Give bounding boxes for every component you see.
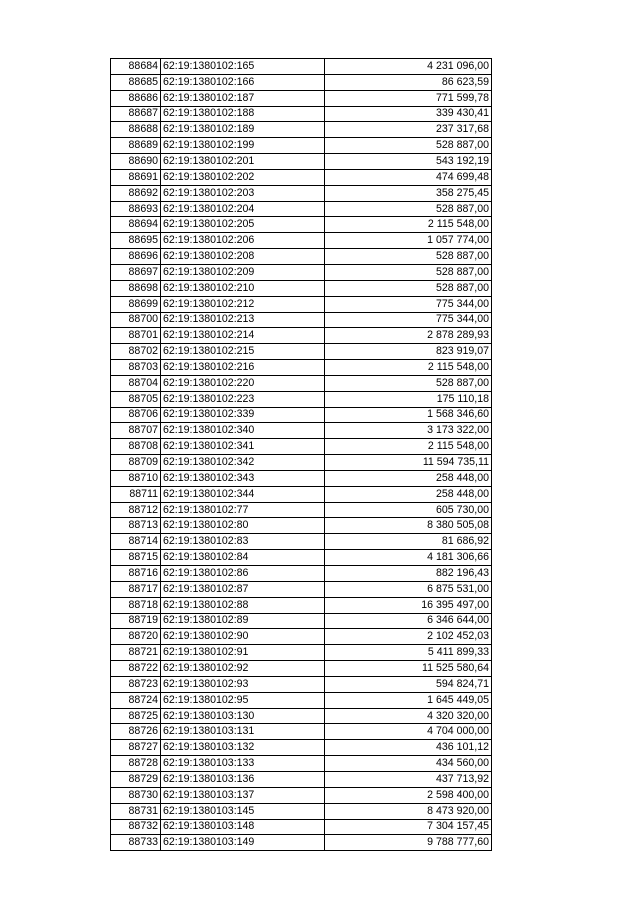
cadastral-number-cell: 62:19:1380102:223 xyxy=(161,391,325,407)
cadastral-number-cell: 62:19:1380102:93 xyxy=(161,676,325,692)
row-number-cell: 88733 xyxy=(111,835,161,851)
row-number-cell: 88718 xyxy=(111,597,161,613)
row-number-cell: 88708 xyxy=(111,439,161,455)
cadastral-value-cell: 2 115 548,00 xyxy=(325,439,492,455)
cadastral-number-cell: 62:19:1380102:165 xyxy=(161,59,325,75)
cadastral-value-cell: 237 317,68 xyxy=(325,122,492,138)
cadastral-value-cell: 2 115 548,00 xyxy=(325,360,492,376)
cadastral-number-cell: 62:19:1380103:145 xyxy=(161,803,325,819)
row-number-cell: 88716 xyxy=(111,566,161,582)
cadastral-number-cell: 62:19:1380102:199 xyxy=(161,138,325,154)
cadastral-number-cell: 62:19:1380102:341 xyxy=(161,439,325,455)
cadastral-number-cell: 62:19:1380102:89 xyxy=(161,613,325,629)
cadastral-value-cell: 605 730,00 xyxy=(325,502,492,518)
table-row xyxy=(111,629,492,645)
cadastral-value-cell: 4 181 306,66 xyxy=(325,550,492,566)
cadastral-number-cell: 62:19:1380102:189 xyxy=(161,122,325,138)
cadastral-number-cell: 62:19:1380102:187 xyxy=(161,90,325,106)
row-number-cell: 88730 xyxy=(111,787,161,803)
cadastral-number-cell: 62:19:1380102:87 xyxy=(161,581,325,597)
cadastral-value-cell: 3 173 322,00 xyxy=(325,423,492,439)
row-number-cell: 88709 xyxy=(111,455,161,471)
row-number-cell: 88707 xyxy=(111,423,161,439)
cadastral-number-cell: 62:19:1380102:88 xyxy=(161,597,325,613)
table-row xyxy=(111,661,492,677)
row-number-cell: 88721 xyxy=(111,645,161,661)
table-body xyxy=(111,59,492,851)
cadastral-value-cell: 11 525 580,64 xyxy=(325,661,492,677)
row-number-cell: 88713 xyxy=(111,518,161,534)
table-row xyxy=(111,613,492,629)
row-number-cell: 88695 xyxy=(111,233,161,249)
row-number-cell: 88685 xyxy=(111,74,161,90)
cadastral-value-table xyxy=(110,58,492,851)
cadastral-value-cell: 775 344,00 xyxy=(325,296,492,312)
cadastral-number-cell: 62:19:1380102:339 xyxy=(161,407,325,423)
cadastral-number-cell: 62:19:1380102:203 xyxy=(161,185,325,201)
cadastral-value-cell: 4 320 320,00 xyxy=(325,708,492,724)
cadastral-number-cell: 62:19:1380102:77 xyxy=(161,502,325,518)
table-row xyxy=(111,771,492,787)
table-row xyxy=(111,740,492,756)
cadastral-number-cell: 62:19:1380102:86 xyxy=(161,566,325,582)
table-row xyxy=(111,59,492,75)
row-number-cell: 88699 xyxy=(111,296,161,312)
row-number-cell: 88703 xyxy=(111,360,161,376)
row-number-cell: 88717 xyxy=(111,581,161,597)
cadastral-number-cell: 62:19:1380102:92 xyxy=(161,661,325,677)
cadastral-number-cell: 62:19:1380102:205 xyxy=(161,217,325,233)
cadastral-number-cell: 62:19:1380102:90 xyxy=(161,629,325,645)
cadastral-number-cell: 62:19:1380102:340 xyxy=(161,423,325,439)
cadastral-value-cell: 4 704 000,00 xyxy=(325,724,492,740)
table-row xyxy=(111,787,492,803)
cadastral-number-cell: 62:19:1380102:210 xyxy=(161,280,325,296)
table-row xyxy=(111,502,492,518)
row-number-cell: 88694 xyxy=(111,217,161,233)
row-number-cell: 88705 xyxy=(111,391,161,407)
table-row xyxy=(111,312,492,328)
cadastral-value-cell: 437 713,92 xyxy=(325,771,492,787)
row-number-cell: 88698 xyxy=(111,280,161,296)
row-number-cell: 88691 xyxy=(111,169,161,185)
row-number-cell: 88722 xyxy=(111,661,161,677)
table-row xyxy=(111,296,492,312)
cadastral-number-cell: 62:19:1380103:136 xyxy=(161,771,325,787)
cadastral-number-cell: 62:19:1380103:149 xyxy=(161,835,325,851)
cadastral-value-cell: 771 599,78 xyxy=(325,90,492,106)
cadastral-value-cell: 6 875 531,00 xyxy=(325,581,492,597)
cadastral-number-cell: 62:19:1380103:148 xyxy=(161,819,325,835)
row-number-cell: 88726 xyxy=(111,724,161,740)
cadastral-number-cell: 62:19:1380102:213 xyxy=(161,312,325,328)
table-row xyxy=(111,835,492,851)
table-row xyxy=(111,122,492,138)
cadastral-number-cell: 62:19:1380102:215 xyxy=(161,344,325,360)
cadastral-number-cell: 62:19:1380103:131 xyxy=(161,724,325,740)
table-row xyxy=(111,534,492,550)
table-row xyxy=(111,756,492,772)
cadastral-value-cell: 594 824,71 xyxy=(325,676,492,692)
cadastral-value-cell: 882 196,43 xyxy=(325,566,492,582)
cadastral-value-cell: 1 057 774,00 xyxy=(325,233,492,249)
cadastral-value-cell: 6 346 644,00 xyxy=(325,613,492,629)
cadastral-number-cell: 62:19:1380102:343 xyxy=(161,470,325,486)
cadastral-number-cell: 62:19:1380102:216 xyxy=(161,360,325,376)
table-row xyxy=(111,138,492,154)
cadastral-number-cell: 62:19:1380103:132 xyxy=(161,740,325,756)
table-row xyxy=(111,407,492,423)
row-number-cell: 88719 xyxy=(111,613,161,629)
row-number-cell: 88728 xyxy=(111,756,161,772)
table-row xyxy=(111,169,492,185)
cadastral-value-cell: 8 473 920,00 xyxy=(325,803,492,819)
table-row xyxy=(111,803,492,819)
cadastral-number-cell: 62:19:1380102:201 xyxy=(161,154,325,170)
cadastral-number-cell: 62:19:1380102:214 xyxy=(161,328,325,344)
table-row xyxy=(111,597,492,613)
table-row xyxy=(111,74,492,90)
cadastral-value-cell: 474 699,48 xyxy=(325,169,492,185)
table-row xyxy=(111,455,492,471)
table-row xyxy=(111,692,492,708)
table-row xyxy=(111,344,492,360)
cadastral-value-cell: 258 448,00 xyxy=(325,486,492,502)
cadastral-value-cell: 5 411 899,33 xyxy=(325,645,492,661)
row-number-cell: 88711 xyxy=(111,486,161,502)
row-number-cell: 88731 xyxy=(111,803,161,819)
row-number-cell: 88710 xyxy=(111,470,161,486)
row-number-cell: 88704 xyxy=(111,375,161,391)
table-row xyxy=(111,233,492,249)
table-row xyxy=(111,328,492,344)
cadastral-value-cell: 528 887,00 xyxy=(325,280,492,296)
cadastral-number-cell: 62:19:1380102:91 xyxy=(161,645,325,661)
row-number-cell: 88732 xyxy=(111,819,161,835)
row-number-cell: 88696 xyxy=(111,249,161,265)
cadastral-value-cell: 775 344,00 xyxy=(325,312,492,328)
table-row xyxy=(111,518,492,534)
cadastral-value-cell: 8 380 505,08 xyxy=(325,518,492,534)
cadastral-value-cell: 11 594 735,11 xyxy=(325,455,492,471)
cadastral-number-cell: 62:19:1380103:130 xyxy=(161,708,325,724)
table-row xyxy=(111,486,492,502)
row-number-cell: 88702 xyxy=(111,344,161,360)
cadastral-value-cell: 7 304 157,45 xyxy=(325,819,492,835)
cadastral-number-cell: 62:19:1380102:166 xyxy=(161,74,325,90)
table-row xyxy=(111,185,492,201)
cadastral-value-cell: 175 110,18 xyxy=(325,391,492,407)
table-row xyxy=(111,375,492,391)
cadastral-number-cell: 62:19:1380102:204 xyxy=(161,201,325,217)
table-row xyxy=(111,423,492,439)
table-row xyxy=(111,391,492,407)
cadastral-number-cell: 62:19:1380102:208 xyxy=(161,249,325,265)
table-row xyxy=(111,280,492,296)
cadastral-number-cell: 62:19:1380102:83 xyxy=(161,534,325,550)
cadastral-value-cell: 9 788 777,60 xyxy=(325,835,492,851)
row-number-cell: 88724 xyxy=(111,692,161,708)
row-number-cell: 88693 xyxy=(111,201,161,217)
table-row xyxy=(111,676,492,692)
cadastral-number-cell: 62:19:1380102:202 xyxy=(161,169,325,185)
cadastral-value-cell: 528 887,00 xyxy=(325,264,492,280)
cadastral-value-cell: 4 231 096,00 xyxy=(325,59,492,75)
row-number-cell: 88692 xyxy=(111,185,161,201)
table-row xyxy=(111,708,492,724)
cadastral-value-cell: 81 686,92 xyxy=(325,534,492,550)
cadastral-value-cell: 543 192,19 xyxy=(325,154,492,170)
table-row xyxy=(111,550,492,566)
row-number-cell: 88688 xyxy=(111,122,161,138)
table-row xyxy=(111,724,492,740)
cadastral-number-cell: 62:19:1380102:212 xyxy=(161,296,325,312)
table-row xyxy=(111,360,492,376)
row-number-cell: 88701 xyxy=(111,328,161,344)
row-number-cell: 88720 xyxy=(111,629,161,645)
cadastral-value-cell: 528 887,00 xyxy=(325,201,492,217)
row-number-cell: 88723 xyxy=(111,676,161,692)
row-number-cell: 88712 xyxy=(111,502,161,518)
cadastral-number-cell: 62:19:1380102:206 xyxy=(161,233,325,249)
cadastral-value-cell: 1 568 346,60 xyxy=(325,407,492,423)
table-row xyxy=(111,217,492,233)
cadastral-value-cell: 436 101,12 xyxy=(325,740,492,756)
table-row xyxy=(111,439,492,455)
cadastral-value-cell: 528 887,00 xyxy=(325,138,492,154)
table-row xyxy=(111,106,492,122)
cadastral-number-cell: 62:19:1380102:342 xyxy=(161,455,325,471)
row-number-cell: 88687 xyxy=(111,106,161,122)
row-number-cell: 88700 xyxy=(111,312,161,328)
table-row xyxy=(111,470,492,486)
row-number-cell: 88715 xyxy=(111,550,161,566)
row-number-cell: 88684 xyxy=(111,59,161,75)
cadastral-value-cell: 258 448,00 xyxy=(325,470,492,486)
cadastral-value-cell: 358 275,45 xyxy=(325,185,492,201)
cadastral-value-cell: 823 919,07 xyxy=(325,344,492,360)
cadastral-number-cell: 62:19:1380102:188 xyxy=(161,106,325,122)
row-number-cell: 88697 xyxy=(111,264,161,280)
table-row xyxy=(111,645,492,661)
cadastral-value-cell: 528 887,00 xyxy=(325,375,492,391)
cadastral-number-cell: 62:19:1380102:209 xyxy=(161,264,325,280)
cadastral-value-cell: 16 395 497,00 xyxy=(325,597,492,613)
table-row xyxy=(111,264,492,280)
cadastral-number-cell: 62:19:1380102:344 xyxy=(161,486,325,502)
cadastral-value-cell: 434 560,00 xyxy=(325,756,492,772)
row-number-cell: 88714 xyxy=(111,534,161,550)
table-row xyxy=(111,201,492,217)
row-number-cell: 88706 xyxy=(111,407,161,423)
row-number-cell: 88689 xyxy=(111,138,161,154)
row-number-cell: 88686 xyxy=(111,90,161,106)
row-number-cell: 88725 xyxy=(111,708,161,724)
table-row xyxy=(111,819,492,835)
cadastral-number-cell: 62:19:1380102:95 xyxy=(161,692,325,708)
table-row xyxy=(111,581,492,597)
row-number-cell: 88727 xyxy=(111,740,161,756)
table-row xyxy=(111,90,492,106)
cadastral-value-cell: 339 430,41 xyxy=(325,106,492,122)
row-number-cell: 88690 xyxy=(111,154,161,170)
cadastral-value-cell: 2 102 452,03 xyxy=(325,629,492,645)
cadastral-number-cell: 62:19:1380103:133 xyxy=(161,756,325,772)
cadastral-number-cell: 62:19:1380102:80 xyxy=(161,518,325,534)
cadastral-value-cell: 86 623,59 xyxy=(325,74,492,90)
cadastral-value-cell: 2 598 400,00 xyxy=(325,787,492,803)
cadastral-number-cell: 62:19:1380102:220 xyxy=(161,375,325,391)
cadastral-value-cell: 1 645 449,05 xyxy=(325,692,492,708)
cadastral-number-cell: 62:19:1380102:84 xyxy=(161,550,325,566)
table-row xyxy=(111,566,492,582)
table-row xyxy=(111,154,492,170)
row-number-cell: 88729 xyxy=(111,771,161,787)
cadastral-number-cell: 62:19:1380103:137 xyxy=(161,787,325,803)
cadastral-value-cell: 2 878 289,93 xyxy=(325,328,492,344)
cadastral-value-cell: 2 115 548,00 xyxy=(325,217,492,233)
cadastral-value-cell: 528 887,00 xyxy=(325,249,492,265)
table-row xyxy=(111,249,492,265)
